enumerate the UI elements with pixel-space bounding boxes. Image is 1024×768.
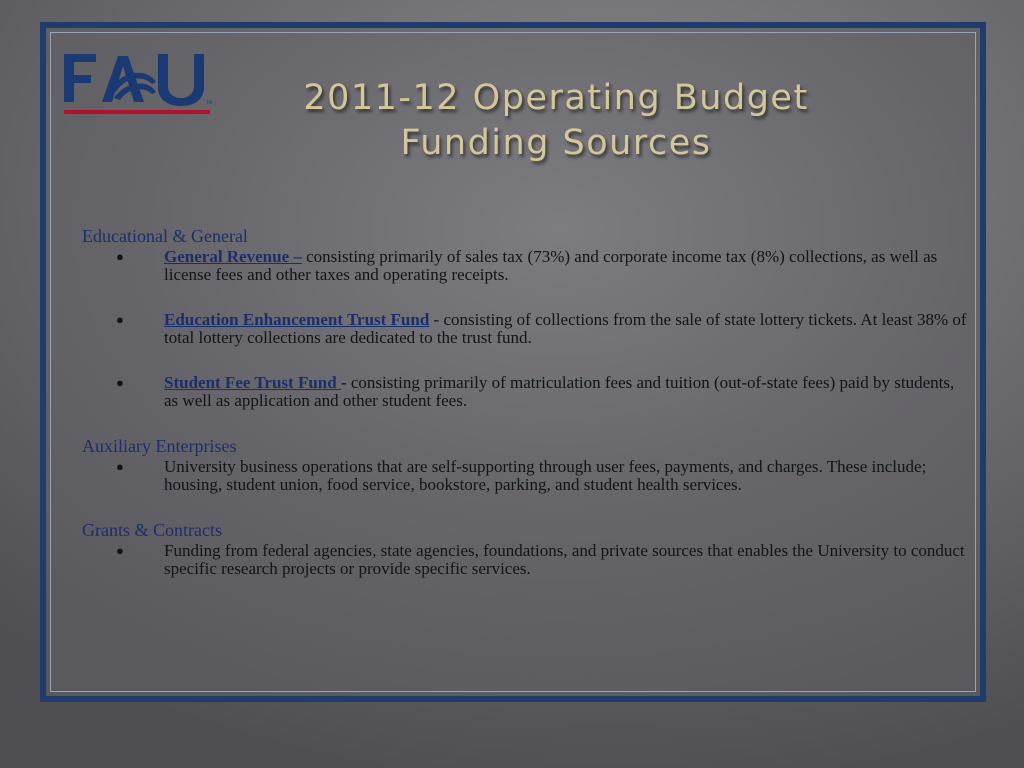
- fau-logo: [60, 42, 216, 122]
- item-text: - consisting primarily of matriculation fees and tuition (out-of-state fees) paid by students, as well as application and other student fees.: [164, 373, 955, 410]
- list-item-education-enhancement: [82, 311, 972, 347]
- bullet-icon: ●: [116, 375, 124, 390]
- term-student-fee: Student Fee Trust Fund: [164, 373, 341, 392]
- bullet-icon: ●: [116, 543, 124, 558]
- list-item-student-fee: [82, 374, 972, 410]
- list-item-grants: [82, 542, 972, 578]
- list-item-general-revenue: [82, 248, 972, 284]
- item-text: University business operations that are self-supporting through user fees, payments, and charges. These include; housing, student union, food service, bookstore, parking, and student health services.: [164, 457, 927, 494]
- item-text: - consisting of collections from the sale of state lottery tickets. At least 38% of total lottery collections are dedicated to the trust fund.: [164, 310, 967, 347]
- term-education-enhancement: Education Enhancement Trust Fund: [164, 310, 430, 329]
- bullet-icon: ●: [116, 312, 124, 327]
- section-heading-auxiliary: Auxiliary Enterprises: [82, 436, 237, 456]
- slide-title: [226, 76, 886, 166]
- list-item-auxiliary: [82, 458, 972, 494]
- title-line-2: Funding Sources: [400, 123, 712, 163]
- item-text: consisting primarily of sales tax (73%) and corporate income tax (8%) collections, as well as license fees and other taxes and operating receipts.: [164, 247, 938, 284]
- bullet-icon: ●: [116, 459, 124, 474]
- bullet-icon: ●: [116, 249, 124, 264]
- section-heading-educational-general: Educational & General: [82, 226, 248, 246]
- title-line-1: 2011-12 Operating Budget: [303, 78, 809, 118]
- slide-content: [82, 226, 972, 578]
- section-heading-grants: Grants & Contracts: [82, 520, 222, 540]
- item-text: Funding from federal agencies, state agencies, foundations, and private sources that enables the University to conduct specific research projects or provide specific services.: [164, 541, 965, 578]
- slide-frame: [40, 22, 986, 702]
- term-general-revenue: General Revenue –: [164, 247, 302, 266]
- svg-text:TM: TM: [206, 100, 212, 105]
